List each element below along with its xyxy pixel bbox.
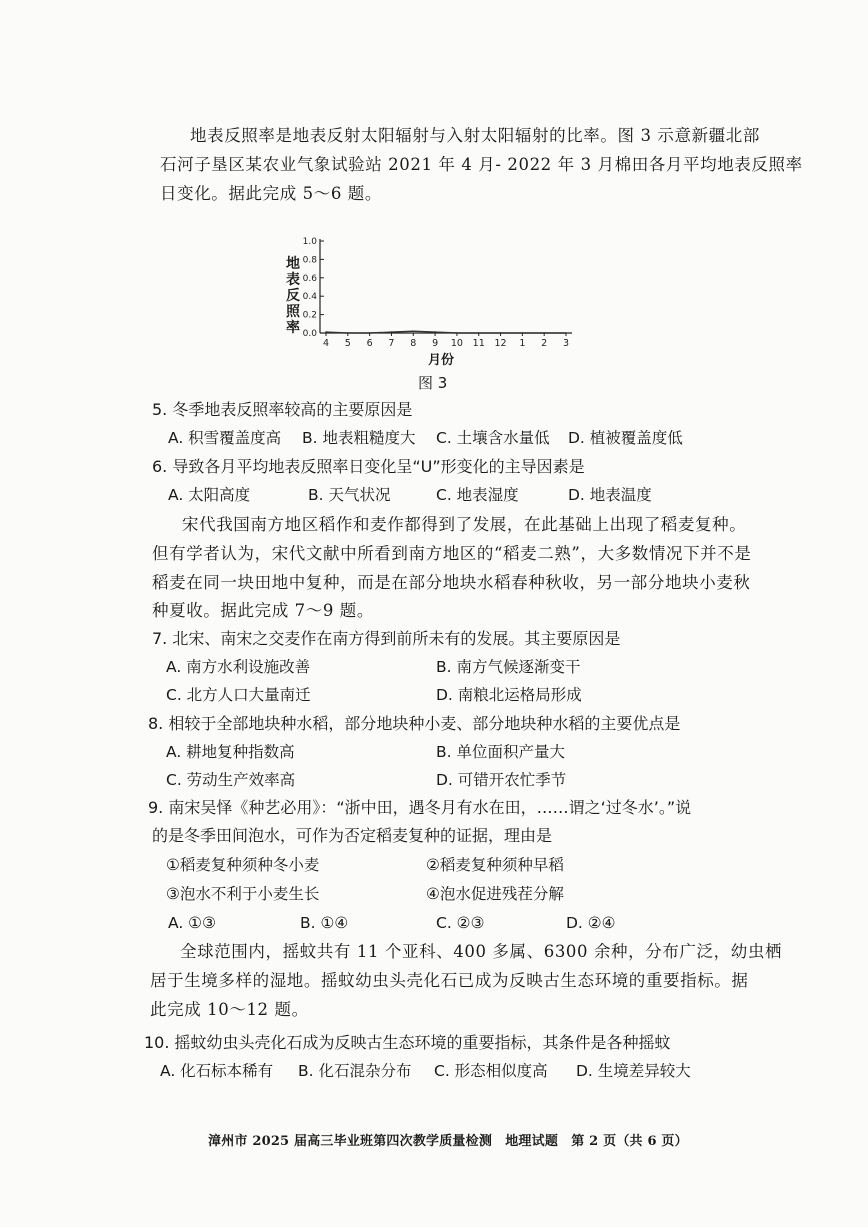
passage3-line-2: 居于生境多样的湿地。摇蚊幼虫头壳化石已成为反映古生态环境的重要指标。据 <box>150 971 749 990</box>
data-point <box>565 332 567 334</box>
q10-option-d: D. 生境差异较大 <box>576 1062 691 1080</box>
passage1-line-3: 日变化。据此完成 5～6 题。 <box>160 184 382 203</box>
x-tick-label: 11 <box>472 338 485 349</box>
chart-xlabel: 月份 <box>428 353 455 368</box>
x-tick-label: 10 <box>450 338 463 349</box>
x-tick-label: 1 <box>519 338 526 349</box>
q7-stem: 7. 北宋、南宋之交麦作在南方得到前所未有的发展。其主要原因是 <box>152 629 621 648</box>
q9-statement-3: ③泡水不利于小麦生长 <box>166 885 320 903</box>
q9-statement-4: ④泡水促进残茬分解 <box>426 885 564 903</box>
q7-option-b: B. 南方气候逐渐变干 <box>436 658 581 676</box>
q10-option-c: C. 形态相似度高 <box>434 1062 548 1080</box>
passage3-line-1: 全球范围内，摇蚊共有 11 个亚科、400 多属、6300 余种，分布广泛，幼虫栖 <box>180 942 783 961</box>
passage3-line-3: 此完成 10～12 题。 <box>150 1000 309 1019</box>
q7-option-c: C. 北方人口大量南迁 <box>166 686 311 704</box>
q5-option-a: A. 积雪覆盖度高 <box>168 429 282 447</box>
x-tick-label: 6 <box>366 338 373 349</box>
y-tick-label: 0.2 <box>302 310 317 321</box>
q9-option-d: D. ②④ <box>566 914 616 932</box>
q9-option-b: B. ①④ <box>300 914 349 932</box>
q8-option-d: D. 可错开农忙季节 <box>436 771 567 789</box>
data-point <box>369 332 371 334</box>
q10-option-b: B. 化石混杂分布 <box>298 1062 412 1080</box>
passage2-line-4: 种夏收。据此完成 7～9 题。 <box>152 601 374 620</box>
q9-option-a: A. ①③ <box>168 914 216 932</box>
passage2-line-1: 宋代我国南方地区稻作和麦作都得到了发展，在此基础上出现了稻麦复种。 <box>182 515 747 534</box>
q6-option-b: B. 天气状况 <box>308 486 391 504</box>
q10-option-a: A. 化石标本稀有 <box>160 1062 274 1080</box>
q10-stem: 10. 摇蚊幼虫头壳化石成为反映古生态环境的重要指标，其条件是各种摇蚊 <box>144 1033 671 1052</box>
q9-statement-2: ②稻麦复种须种早稻 <box>426 856 564 874</box>
data-point <box>434 331 436 333</box>
q9-stem-line-1: 9. 南宋吴怿《种艺必用》：“浙中田，遇冬月有水在田，……谓之‘过冬水’。”说 <box>148 798 692 817</box>
q9-stem-line-2: 的是冬季田间泡水，可作为否定稻麦复种的证据，理由是 <box>152 826 553 845</box>
q8-option-b: B. 单位面积产量大 <box>436 743 565 761</box>
x-tick-label: 3 <box>562 338 570 349</box>
passage1-line-1: 地表反照率是地表反射太阳辐射与入射太阳辐射的比率。图 3 示意新疆北部 <box>190 126 760 145</box>
data-point <box>412 330 414 332</box>
y-tick-label: 0.8 <box>302 255 317 266</box>
x-tick-label: 12 <box>494 338 507 349</box>
q9-option-c: C. ②③ <box>436 914 485 932</box>
figure-caption: 图 3 <box>418 374 448 392</box>
q6-option-a: A. 太阳高度 <box>168 486 251 504</box>
data-point <box>543 332 545 334</box>
x-tick-label: 2 <box>541 338 548 349</box>
data-point <box>391 331 393 333</box>
data-point <box>478 332 480 334</box>
x-tick-label: 5 <box>344 338 351 349</box>
x-tick-label: 9 <box>432 338 439 349</box>
data-point <box>325 331 327 333</box>
y-tick-label: 0.4 <box>302 292 317 303</box>
q9-statement-1: ①稻麦复种须种冬小麦 <box>166 856 320 874</box>
data-point <box>500 332 502 334</box>
y-tick-label: 1.0 <box>302 237 317 247</box>
page-footer: 漳州市 2025 届高三毕业班第四次教学质量检测 地理试题 第 2 页（共 6 页） <box>208 1134 688 1149</box>
x-tick-label: 7 <box>388 338 395 349</box>
q6-stem: 6. 导致各月平均地表反照率日变化呈“U”形变化的主导因素是 <box>152 457 585 476</box>
q5-option-c: C. 土壤含水量低 <box>436 429 550 447</box>
q6-option-d: D. 地表温度 <box>568 486 652 504</box>
q5-option-b: B. 地表粗糙度大 <box>302 429 416 447</box>
q5-stem: 5. 冬季地表反照率较高的主要原因是 <box>152 400 413 419</box>
x-tick-label: 8 <box>410 338 417 349</box>
data-point <box>456 332 458 334</box>
data-point <box>522 332 524 334</box>
y-tick-label: 0.6 <box>302 273 317 284</box>
chart-svg <box>282 232 582 362</box>
q8-option-c: C. 劳动生产效率高 <box>166 771 296 789</box>
q8-option-a: A. 耕地复种指数高 <box>166 743 295 761</box>
x-tick-label: 4 <box>322 338 330 349</box>
data-point <box>347 332 349 334</box>
passage2-line-2: 但有学者认为，宋代文献中所看到南方地区的“稻麦二熟”，大多数情况下并不是 <box>152 544 752 563</box>
q7-option-a: A. 南方水利设施改善 <box>166 658 311 676</box>
passage1-line-2: 石河子垦区某农业气象试验站 2021 年 4 月- 2022 年 3 月棉田各月平均地表反照率 <box>160 155 803 174</box>
q6-option-c: C. 地表湿度 <box>436 486 519 504</box>
passage2-line-3: 稻麦在同一块田地中复种，而是在部分地块水稻春种秋收，另一部分地块小麦秋 <box>152 573 751 592</box>
q8-stem: 8. 相较于全部地块种水稻，部分地块种小麦、部分地块种水稻的主要优点是 <box>148 714 681 733</box>
chart-ylabel: 地表反照率 <box>286 256 300 336</box>
q7-option-d: D. 南粮北运格局形成 <box>436 686 582 704</box>
y-tick-label: 0.0 <box>302 329 317 339</box>
series-line <box>326 331 566 333</box>
q5-option-d: D. 植被覆盖度低 <box>568 429 683 447</box>
albedo-chart <box>282 232 582 362</box>
